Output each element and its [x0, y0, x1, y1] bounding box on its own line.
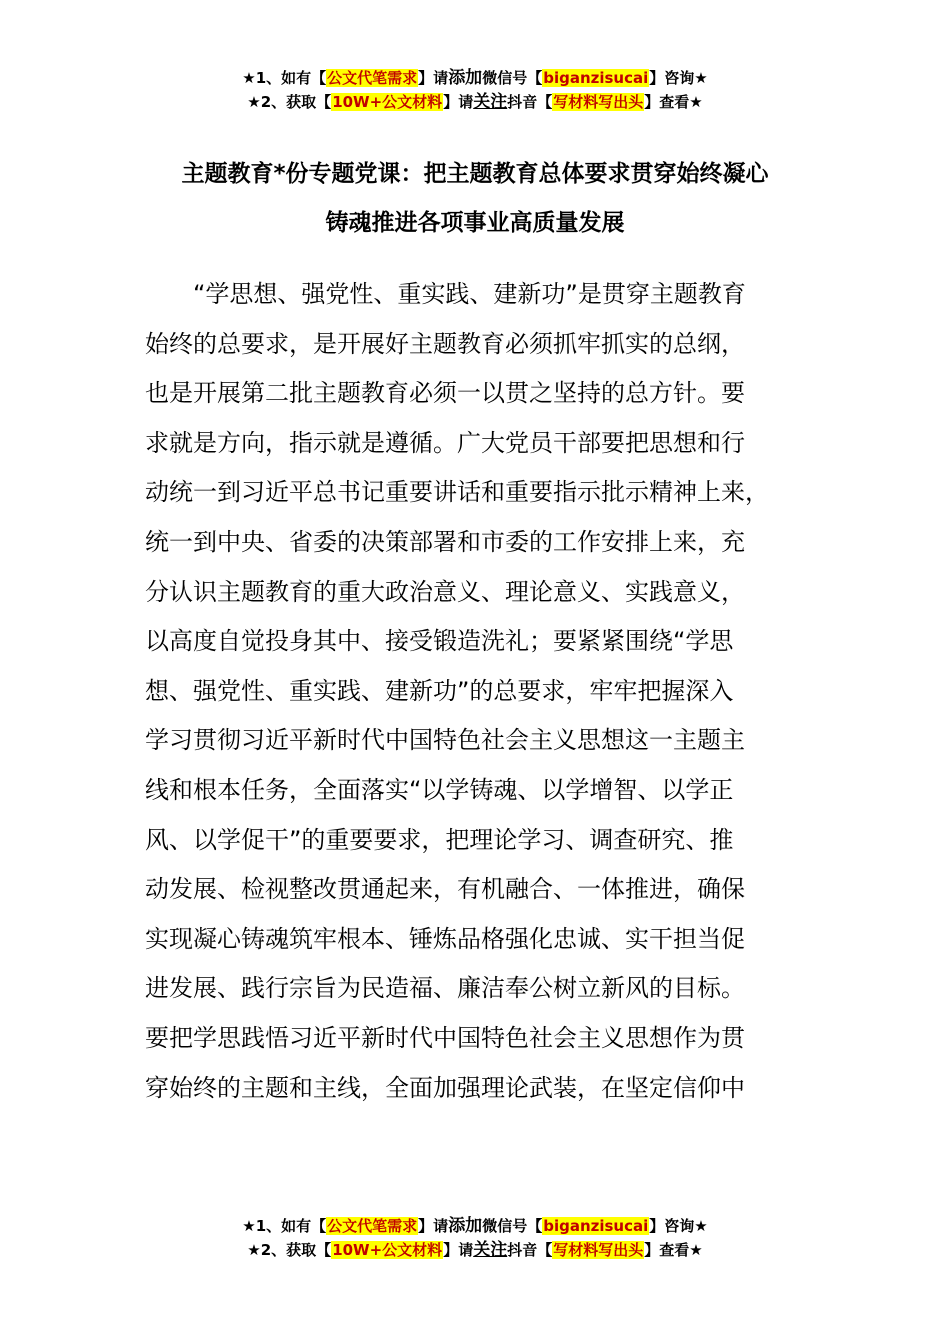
highlight-wechat-id: biganzisucai — [543, 69, 649, 87]
body-line: 动发展、检视整改贯通起来，有机融合、一体推进，确保 — [145, 875, 745, 904]
body-line: 也是开展第二批主题教育必须一以贯之坚持的总方针。要 — [145, 379, 745, 408]
banner-text: ★2、获取【 — [247, 1241, 332, 1259]
banner-text: ★2、获取【 — [247, 93, 332, 111]
body-line: 穿始终的主题和主线，全面加强理论武装，在坚定信仰中 — [145, 1073, 745, 1102]
emphasis-text: 关注 — [473, 92, 508, 112]
body-line: 始终的总要求，是开展好主题教育必须抓牢抓实的总纲， — [145, 329, 745, 358]
banner-line-1 — [0, 66, 950, 90]
footer-banner — [0, 1214, 950, 1262]
body-line: 学习贯彻习近平新时代中国特色社会主义思想这一主题主 — [145, 726, 745, 755]
document-title — [120, 150, 830, 248]
banner-line-2 — [0, 1238, 950, 1262]
body-line: 以高度自觉投身其中、接受锻造洗礼；要紧紧围绕“学思 — [145, 627, 734, 656]
banner-text: 】请 — [443, 1241, 474, 1259]
emphasis-text: 关注 — [473, 1240, 508, 1260]
banner-line-2 — [0, 90, 950, 114]
body-line: “学思想、强党性、重实践、建新功”是贯穿主题教育 — [145, 280, 746, 308]
document-body — [145, 270, 815, 1113]
emphasis-text: 添加 — [448, 1216, 483, 1236]
banner-text: 】查看★ — [644, 93, 703, 111]
body-line: 动统一到习近平总书记重要讲话和重要指示批示精神上来， — [145, 478, 769, 507]
body-line: 实现凝心铸魂筑牢根本、锤炼品格强化忠诚、实干担当促 — [145, 924, 745, 953]
banner-text: 】查看★ — [644, 1241, 703, 1259]
banner-text: 抖音【 — [507, 93, 553, 111]
body-line: 进发展、践行宗旨为民造福、廉洁奉公树立新风的目标。 — [145, 974, 745, 1003]
highlight-wechat-id: biganzisucai — [543, 1217, 649, 1235]
header-banner — [0, 66, 950, 114]
banner-text: 】咨询★ — [649, 69, 708, 87]
body-line: 风、以学促干”的重要要求，把理论学习、调查研究、推 — [145, 825, 734, 854]
body-line: 线和根本任务，全面落实“以学铸魂、以学增智、以学正 — [145, 775, 734, 804]
body-line: 想、强党性、重实践、建新功”的总要求，牢牢把握深入 — [145, 676, 734, 705]
banner-text: 】请 — [443, 93, 474, 111]
banner-text: 微信号【 — [482, 1217, 543, 1235]
highlight-service: 公文代笔需求 — [327, 69, 418, 87]
body-line: 分认识主题教育的重大政治意义、理论意义、实践意义， — [145, 577, 745, 606]
body-line: 要把学思践悟习近平新时代中国特色社会主义思想作为贯 — [145, 1023, 745, 1052]
highlight-douyin: 写材料写出头 — [553, 93, 644, 111]
banner-text: 】请 — [418, 1217, 449, 1235]
banner-text: 抖音【 — [507, 1241, 553, 1259]
banner-text: ★1、如有【 — [242, 69, 327, 87]
emphasis-text: 添加 — [448, 68, 483, 88]
highlight-service: 公文代笔需求 — [327, 1217, 418, 1235]
highlight-douyin: 写材料写出头 — [553, 1241, 644, 1259]
highlight-materials: 10W+公文材料 — [332, 93, 443, 111]
banner-text: 】咨询★ — [649, 1217, 708, 1235]
title-line: 主题教育*份专题党课：把主题教育总体要求贯穿始终凝心 — [181, 161, 769, 187]
title-line: 铸魂推进各项事业高质量发展 — [325, 210, 625, 236]
banner-text: ★1、如有【 — [242, 1217, 327, 1235]
body-line: 求就是方向，指示就是遵循。广大党员干部要把思想和行 — [145, 428, 745, 457]
body-line: 统一到中央、省委的决策部署和市委的工作安排上来，充 — [145, 527, 745, 556]
banner-text: 微信号【 — [482, 69, 543, 87]
banner-text: 】请 — [418, 69, 449, 87]
banner-line-1 — [0, 1214, 950, 1238]
highlight-materials: 10W+公文材料 — [332, 1241, 443, 1259]
